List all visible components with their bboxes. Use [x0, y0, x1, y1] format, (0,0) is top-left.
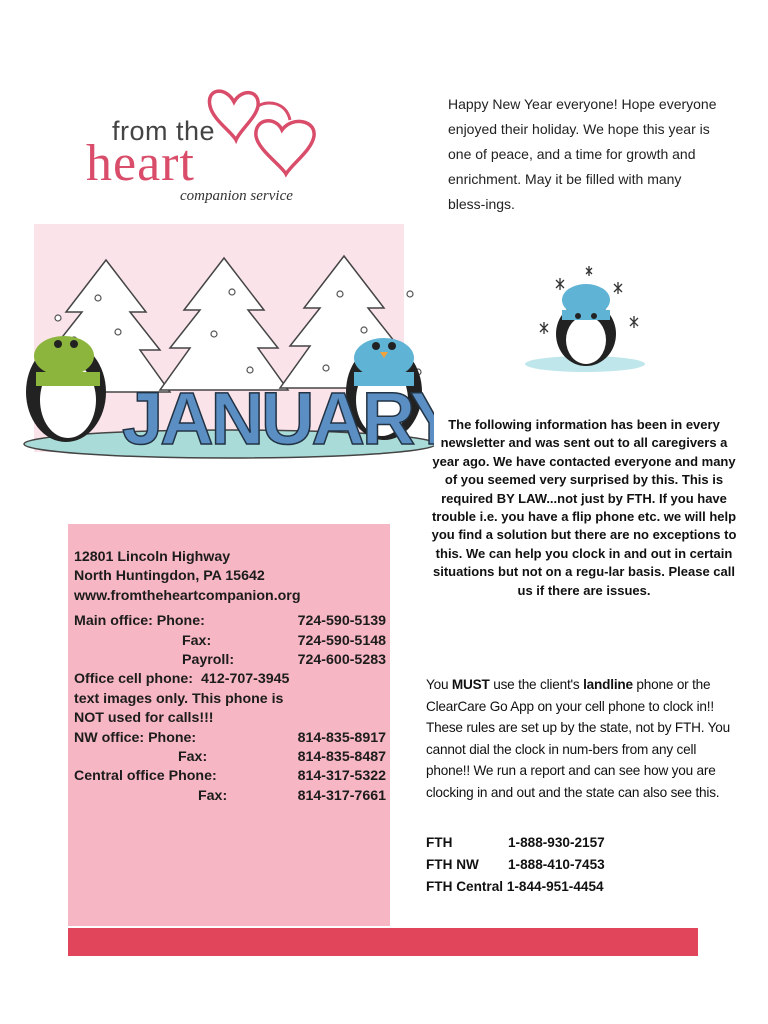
text-note-1: text images only. This phone is — [74, 690, 284, 707]
logo-text-companion-service: companion service — [180, 188, 293, 204]
logo-text-from-the: from the — [112, 116, 216, 146]
clock-in-rules: You MUST use the client's landline phone or the ClearCare Go App on your cell phone to clock in!! These rules are set up by the state, not by FTH. You cannot dial the clock in num-bers from any cell phone!! We run a report and can see how you are clocking in and out and the state can also see this. — [426, 677, 730, 800]
phone-row — [426, 854, 736, 876]
phone-row — [426, 832, 736, 854]
nw-fax-row: Fax: 814-835-8487 — [178, 749, 386, 766]
phone-number: 1-844-951-4454 — [506, 879, 604, 894]
phone-number: 1-888-410-7453 — [508, 857, 605, 872]
cell-phone-row: Office cell phone: 412-707-3945 — [74, 671, 290, 688]
phone-label: FTH — [426, 835, 453, 850]
address-line-1: 12801 Lincoln Highway — [74, 549, 231, 565]
phone-row — [426, 876, 736, 898]
phone-label: FTH NW — [426, 857, 479, 872]
payroll-row: Payroll: 724-600-5283 — [182, 652, 386, 669]
central-fax-row: Fax: 814-317-7661 — [198, 787, 386, 804]
phone-number: 1-888-930-2157 — [508, 835, 605, 850]
website: www.fromtheheartcompanion.org — [74, 587, 301, 604]
clock-in-notice: The following information has been in every newsletter and was sent out to all caregivers a year ago. We have contacted everyone and many of you seemed very surprised by this. This is required BY LAW...not just by FTH. If you have trouble i.e. you have a flip phone etc. we will help you find a solution but there are no exceptions to this. We can help you clock in and out in certain situations but not on a regu-lar basis. Please call us if there are issues. — [431, 417, 737, 598]
phone-label: FTH Central — [426, 879, 504, 894]
main-fax-row: Fax: 724-590-5148 — [182, 632, 386, 649]
text-note-2: NOT used for calls!!! — [74, 710, 214, 727]
january-word: JANUARY — [122, 377, 434, 460]
phone-list — [426, 832, 736, 898]
address-line-2: North Huntingdon, PA 15642 — [74, 568, 265, 585]
company-logo — [86, 80, 376, 210]
new-year-greeting: Happy New Year everyone! Hope everyone enjoyed their holiday. We hope this year is one of peace, and a time for growth and enrichment. May it be filled with many bless-ings. — [448, 96, 717, 212]
central-phone-row: Central office Phone: 814-317-5322 — [74, 768, 386, 785]
main-phone-row: Main office: Phone: 724-590-5139 — [74, 613, 386, 630]
nw-phone-row: NW office: Phone: 814-835-8917 — [74, 729, 386, 746]
penguin-snowflakes-illustration — [520, 264, 650, 376]
contact-info — [74, 548, 394, 806]
logo-text-heart: heart — [86, 135, 195, 192]
january-illustration — [14, 222, 434, 472]
bottom-bar — [68, 928, 698, 956]
